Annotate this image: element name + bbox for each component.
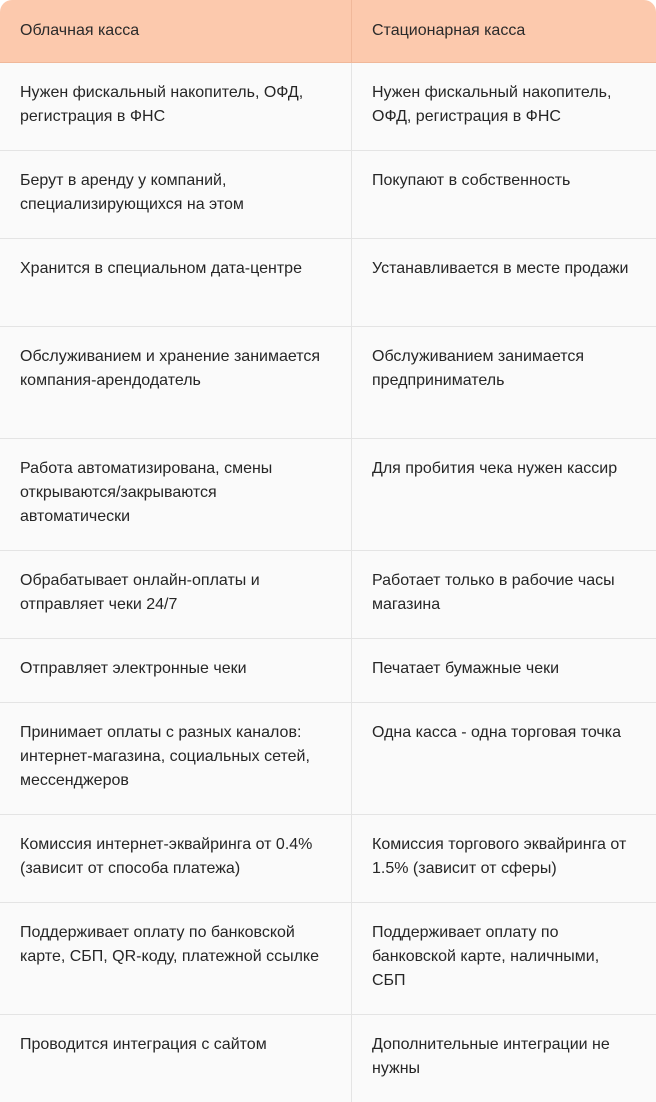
header-cloud-register: Облачная касса [0, 0, 352, 62]
stationary-cell: Печатает бумажные чеки [372, 660, 560, 677]
stationary-cell: Обслуживанием занимается предприниматель [372, 348, 585, 389]
stationary-cell: Дополнительные интеграции не нужны [372, 1036, 610, 1077]
table-row [0, 903, 656, 1015]
table-row [0, 439, 656, 551]
stationary-cell: Для пробития чека нужен кассир [372, 460, 618, 477]
cloud-cell: Работа автоматизирована, смены открываются/закрываются автоматически [0, 439, 352, 550]
table-row [0, 551, 656, 639]
cloud-cell: Нужен фискальный накопитель, ОФД, регистрация в ФНС [0, 63, 352, 150]
cloud-cell: Берут в аренду у компаний, специализирующихся на этом [0, 151, 352, 238]
table-row [0, 639, 656, 703]
stationary-cell: Нужен фискальный накопитель, ОФД, регистрация в ФНС [372, 84, 612, 125]
table-row [0, 703, 656, 815]
cloud-cell: Обрабатывает онлайн-оплаты и отправляет чеки 24/7 [0, 551, 352, 638]
cloud-cell: Обслуживанием и хранение занимается компания-арендодатель [0, 327, 352, 438]
cloud-cell: Проводится интеграция с сайтом [0, 1015, 352, 1102]
table-row [0, 151, 656, 239]
header-stationary-register: Стационарная касса [372, 22, 526, 39]
cloud-cell: Отправляет электронные чеки [0, 639, 352, 702]
table-row [0, 63, 656, 151]
table-row [0, 327, 656, 439]
cloud-cell: Хранится в специальном дата-центре [0, 239, 352, 326]
table-row [0, 239, 656, 327]
stationary-cell: Устанавливается в месте продажи [372, 260, 629, 277]
stationary-cell: Работает только в рабочие часы магазина [372, 572, 615, 613]
table-row [0, 1015, 656, 1102]
stationary-cell: Комиссия торгового эквайринга от 1.5% (зависит от сферы) [372, 836, 627, 877]
table-header-row [0, 0, 656, 63]
stationary-cell: Поддерживает оплату по банковской карте, наличными, СБП [372, 924, 600, 989]
table-row [0, 815, 656, 903]
cloud-cell: Поддерживает оплату по банковской карте, СБП, QR-коду, платежной ссылке [0, 903, 352, 1014]
stationary-cell: Покупают в собственность [372, 172, 571, 189]
cloud-cell: Комиссия интернет-эквайринга от 0.4% (зависит от способа платежа) [0, 815, 352, 902]
cloud-cell: Принимает оплаты с разных каналов: интернет-магазина, социальных сетей, мессенджеров [0, 703, 352, 814]
stationary-cell: Одна касса - одна торговая точка [372, 724, 621, 741]
